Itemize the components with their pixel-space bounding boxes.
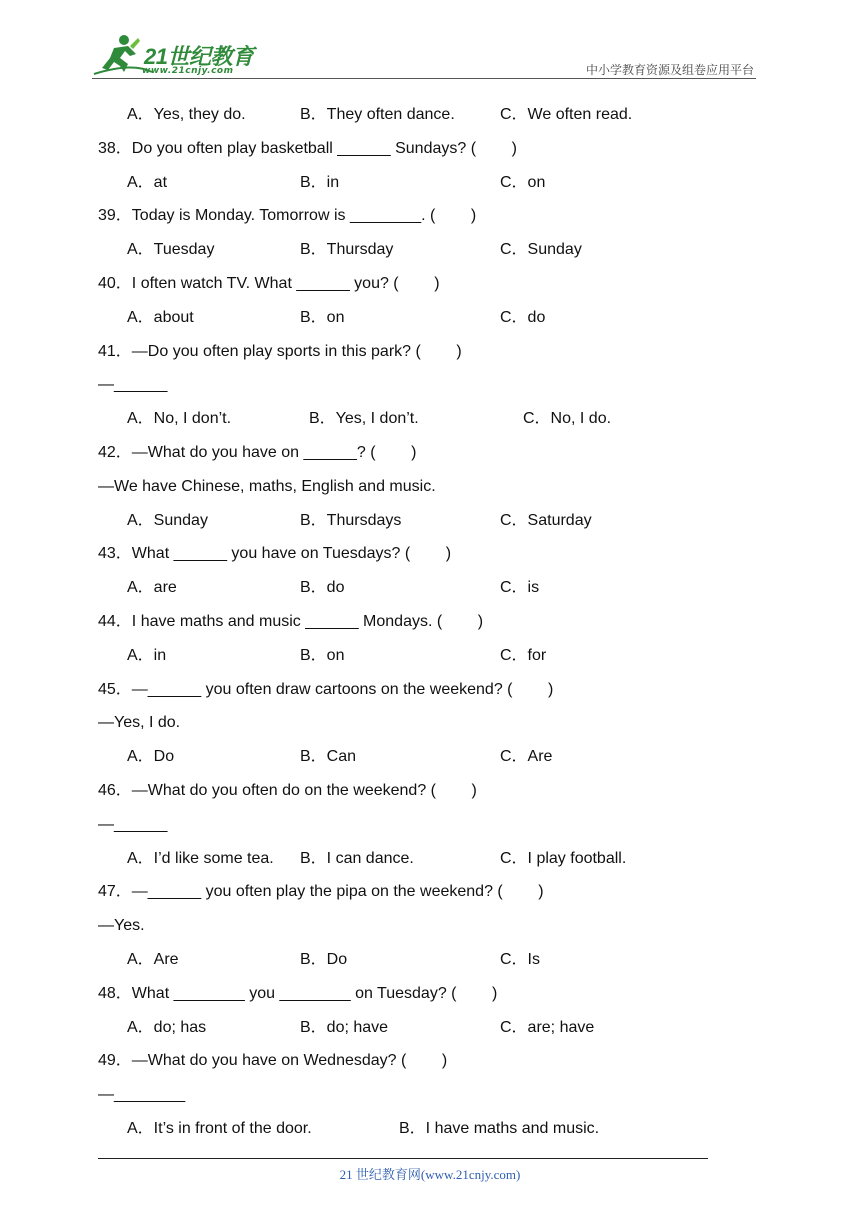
question-line: —Yes.	[98, 917, 145, 934]
logo-title: 21世纪教育	[144, 44, 254, 69]
answer-option-a: A．about	[127, 309, 194, 326]
answer-option-c: C．No, I do.	[523, 410, 612, 427]
answer-option-b: B．on	[300, 647, 345, 664]
answer-option-a: A．Are	[127, 951, 179, 968]
answer-option-c: C．on	[500, 174, 546, 191]
question-line: —________	[98, 1086, 186, 1103]
answer-option-a: A．Sunday	[127, 512, 208, 529]
logo-url: www.21cnjy.com	[142, 66, 234, 76]
question-line: 46．—What do you often do on the weekend? ( )	[98, 782, 477, 799]
answer-option-c: C．We often read.	[500, 106, 633, 123]
answer-option-b: B．I have maths and music.	[399, 1120, 600, 1137]
question-line: 49．—What do you have on Wednesday? ( )	[98, 1052, 448, 1069]
answer-option-a: A．It’s in front of the door.	[127, 1120, 312, 1137]
page-header	[0, 0, 860, 80]
answer-option-c: C．Are	[500, 748, 553, 765]
question-line: 40．I often watch TV. What ______ you? ( )	[98, 275, 440, 292]
header-divider	[92, 78, 756, 79]
question-line: —______	[98, 816, 168, 833]
answer-option-c: C．for	[500, 647, 547, 664]
answer-option-a: A．in	[127, 647, 167, 664]
answer-option-b: B．Do	[300, 951, 348, 968]
question-line: —We have Chinese, maths, English and music.	[98, 478, 436, 495]
footer-text: 21 世纪教育网(www.21cnjy.com)	[339, 1167, 521, 1182]
answer-option-a: A．Yes, they do.	[127, 106, 246, 123]
answer-option-b: B．do; have	[300, 1019, 389, 1036]
footer-divider	[98, 1158, 708, 1159]
header-platform-text: 中小学教育资源及组卷应用平台	[585, 63, 754, 77]
answer-option-a: A．Do	[127, 748, 175, 765]
answer-option-b: B．Thursdays	[300, 512, 402, 529]
question-line: 42．—What do you have on ______? ( )	[98, 444, 417, 461]
answer-option-a: A．No, I don’t.	[127, 410, 232, 427]
answer-option-c: C．are; have	[500, 1019, 595, 1036]
answer-option-c: C．Saturday	[500, 512, 592, 529]
question-line: 45．—______ you often draw cartoons on the weekend? ( )	[98, 681, 554, 698]
answer-option-b: B．I can dance.	[300, 850, 414, 867]
question-line: 39．Today is Monday. Tomorrow is ________. ( )	[98, 207, 477, 224]
question-line: —Yes, I do.	[98, 714, 181, 731]
answer-option-b: B．do	[300, 579, 345, 596]
answer-option-c: C．is	[500, 579, 540, 596]
answer-option-a: A．Tuesday	[127, 241, 215, 258]
answer-option-c: C．Is	[500, 951, 541, 968]
question-line: 47．—______ you often play the pipa on the weekend? ( )	[98, 883, 544, 900]
answer-option-b: B．Yes, I don’t.	[309, 410, 419, 427]
answer-option-b: B．in	[300, 174, 340, 191]
answer-option-b: B．on	[300, 309, 345, 326]
question-line: 48．What ________ you ________ on Tuesday? ( )	[98, 985, 498, 1002]
question-line: 38．Do you often play basketball ______ Sundays? ( )	[98, 140, 517, 157]
answer-option-a: A．do; has	[127, 1019, 207, 1036]
answer-option-c: C．do	[500, 309, 546, 326]
question-line: 44．I have maths and music ______ Mondays. ( )	[98, 613, 484, 630]
answer-option-a: A．at	[127, 174, 168, 191]
question-line: —______	[98, 376, 168, 393]
answer-option-b: B．Can	[300, 748, 357, 765]
answer-option-b: B．Thursday	[300, 241, 394, 258]
answer-option-c: C．Sunday	[500, 241, 582, 258]
answer-option-a: A．I’d like some tea.	[127, 850, 274, 867]
answer-option-c: C．I play football.	[500, 850, 627, 867]
answer-option-a: A．are	[127, 579, 177, 596]
answer-option-b: B．They often dance.	[300, 106, 455, 123]
question-line: 43．What ______ you have on Tuesdays? ( )	[98, 545, 452, 562]
question-line: 41．—Do you often play sports in this park? ( )	[98, 343, 462, 360]
